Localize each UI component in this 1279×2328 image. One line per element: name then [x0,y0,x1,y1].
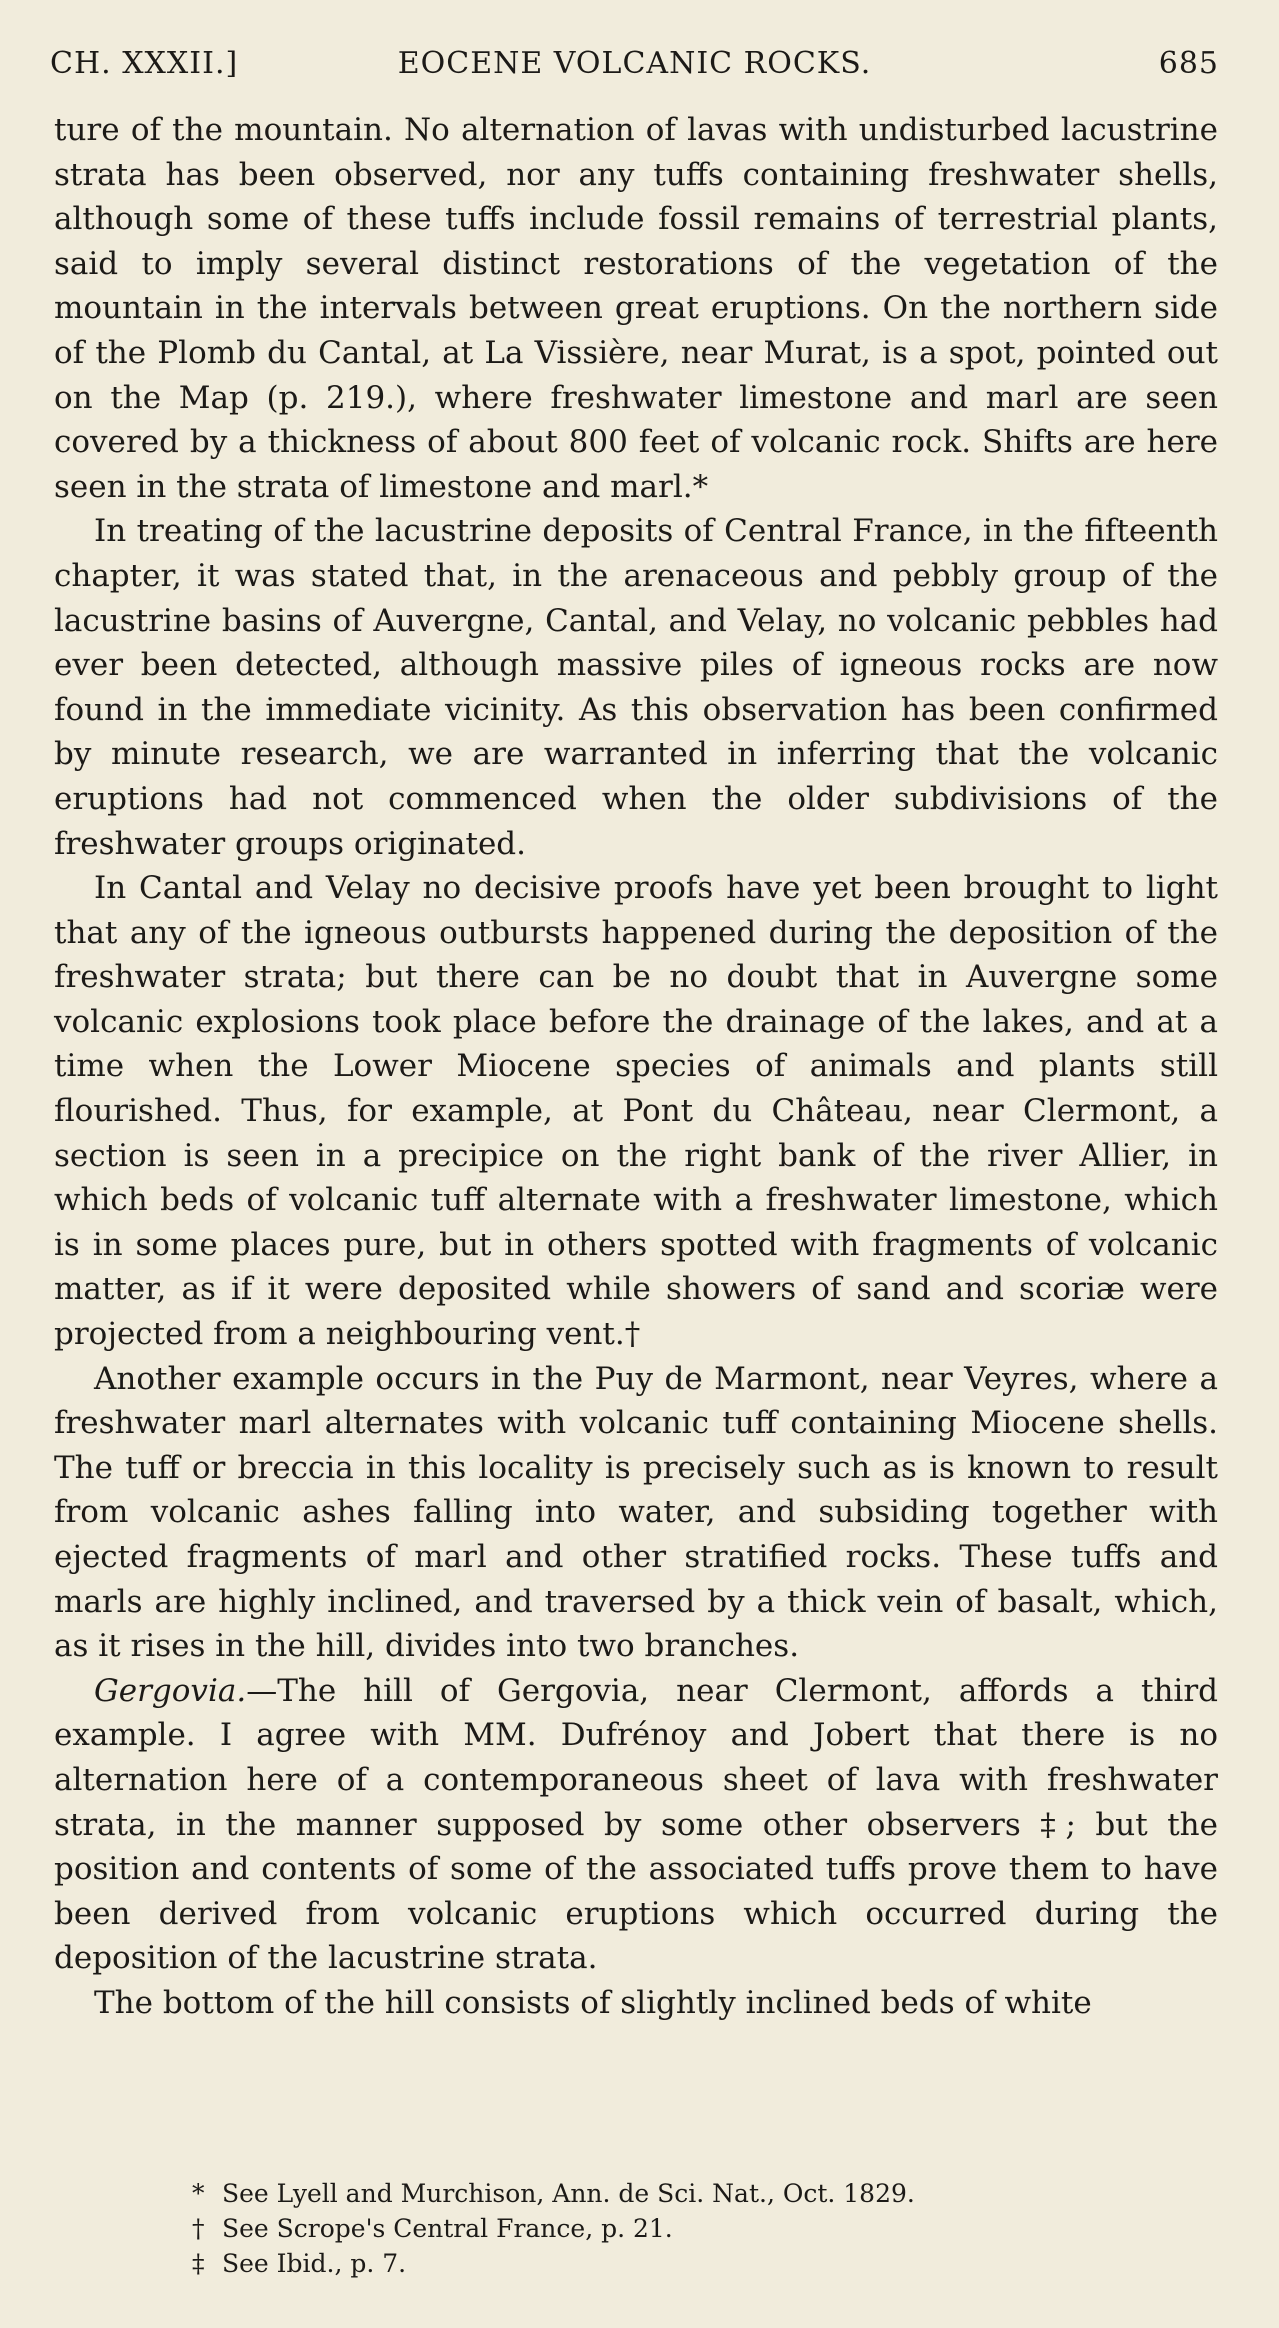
footnote-mark: ‡ [192,2249,205,2278]
running-header [50,46,1219,86]
footnote-mark: * [192,2179,205,2208]
paragraph-text: —The hill of Gergovia, near Clermont, affords a third example. I agree with MM. Dufrénoy and Jobert that there is no alternation here of a contemporaneous sheet of lava with freshwater strata, in the manner supposed by some other observers ‡; but the position and contents of some of the associated tuffs prove them to have been derived from volcanic eruptions which occurred during the deposition of the lacustrine strata. [54,1672,1218,1977]
footnote-text: See Scrope's Central France, p. 21. [222,2214,673,2243]
running-title: EOCENE VOLCANIC ROCKS. [397,46,872,81]
footnotes [192,2176,1192,2281]
section-heading-gergovia: Gergovia. [94,1672,247,1709]
page-number: 685 [1158,46,1219,81]
paragraph-text: In Cantal and Velay no decisive proofs have yet been brought to light that any of the igneous outbursts happened during the deposition of the freshwater strata; but there can be no doubt that in Auvergne some volcanic explosions took place before the drainage of the lakes, and at a time when the Lower Miocene species of animals and plants still flourished. Thus, for example, at Pont du Château, near Clermont, a section is seen in a precipice on the right bank of the river Allier, in which beds of volcanic tuff alternate with a freshwater limestone, which is in some places pure, but in others spotted with fragments of volcanic matter, as if it were deposited while showers of sand and scoriæ were projected from a neighbouring vent.† [54,870,1218,1353]
paragraph [54,1669,1218,1981]
paragraph-text: In treating of the lacustrine deposits of Central France, in the fifteenth chapter, it was stated that, in the arenaceous and pebbly group of the lacustrine basins of Auvergne, Cantal, and Velay, no volcanic pebbles had ever been detected, although massive piles of igneous rocks are now found in the immediate vicinity. As this observation has been confirmed by minute research, we are warranted in inferring that the volcanic eruptions had not commenced when the older subdivisions of the freshwater groups originated. [54,513,1218,862]
footnote [192,2246,1192,2281]
paragraph [54,108,1218,509]
paragraph [54,1981,1218,2026]
paragraph-text: Another example occurs in the Puy de Marmont, near Veyres, where a freshwater marl alternates with volcanic tuff containing Miocene shells. The tuff or breccia in this locality is precisely such as is known to result from volcanic ashes falling into water, and subsiding together with ejected fragments of marl and other stratified rocks. These tuffs and marls are highly inclined, and traversed by a thick vein of basalt, which, as it rises in the hill, divides into two branches. [54,1360,1218,1665]
paragraph-text: ture of the mountain. No alternation of lavas with undisturbed lacustrine strata has been observed, nor any tuffs containing freshwater shells, although some of these tuffs include fossil remains of terrestrial plants, said to imply several distinct restorations of the vegetation of the mountain in the intervals between great eruptions. On the northern side of the Plomb du Cantal, at La Vissière, near Murat, is a spot, pointed out on the Map (p. 219.), where freshwater limestone and marl are seen covered by a thickness of about 800 feet of volcanic rock. Shifts are here seen in the strata of limestone and marl.* [54,112,1218,505]
body-text [54,108,1218,2026]
footnote-text: See Ibid., p. 7. [222,2249,407,2278]
paragraph [54,509,1218,866]
paragraph-text: The bottom of the hill consists of slightly inclined beds of white [94,1984,1092,2021]
footnote-text: See Lyell and Murchison, Ann. de Sci. Nat., Oct. 1829. [222,2179,915,2208]
footnote [192,2176,1192,2211]
paragraph [54,1357,1218,1669]
paragraph [54,866,1218,1357]
footnote-mark: † [192,2214,205,2243]
chapter-label: CH. XXXII.] [50,46,239,81]
footnote [192,2211,1192,2246]
